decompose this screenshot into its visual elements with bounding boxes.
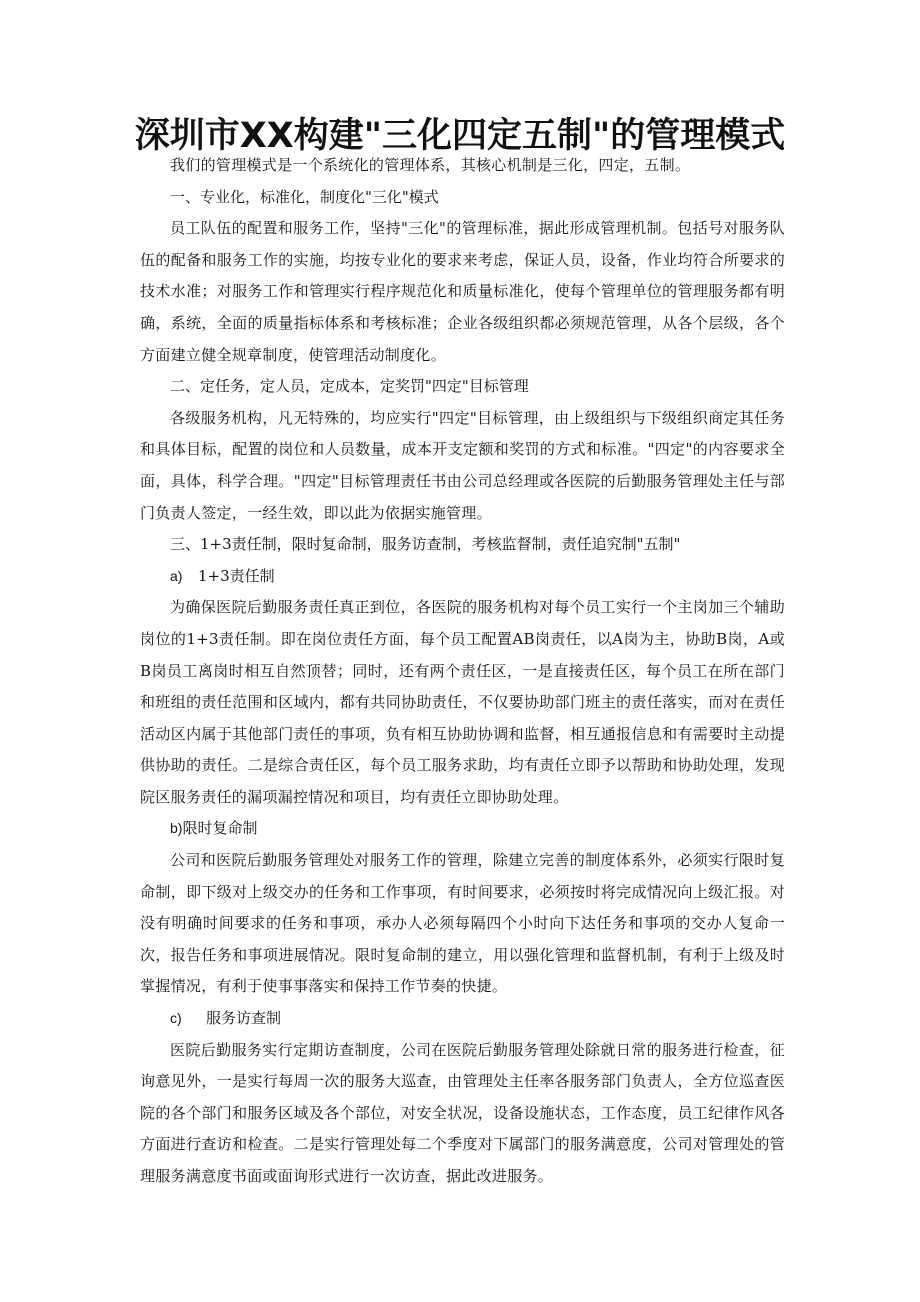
- section-2-paragraph: 各级服务机构，凡无特殊的，均应实行"四定"目标管理，由上级组织与下级组织商定其任务和具体目标，配置的岗位和人员数量，成本开支定额和奖罚的方式和标准。"四定"的内容要求全面，具体，科学合理。"四定"目标管理责任书由公司总经理或各医院的后勤服务管理处主任与部门负责人签定，一经生效，即以此为依据实施管理。: [140, 408, 785, 522]
- subsection-c-heading: [140, 1003, 785, 1035]
- intro-paragraph: 我们的管理模式是一个系统化的管理体系，其核心机制是三化，四定，五制。: [170, 156, 691, 174]
- subsection-a-heading: [140, 561, 785, 593]
- subsection-c-marker: c): [170, 1010, 182, 1027]
- subsection-c-paragraph: 医院后勤服务实行定期访查制度，公司在医院后勤服务管理处除就日常的服务进行检查，征询意见外，一是实行每周一次的服务大巡查，由管理处主任率各服务部门负责人，全方位巡查医院的各个部门和服务区域及各个部位，对安全状况，设备设施状态，工作态度，员工纪律作风各方面进行查访和检查。二是实行管理处每二个季度对下属部门的服务满意度，公司对管理处的管理服务满意度书面或面询形式进行一次访查，据此改进服务。: [140, 1040, 785, 1185]
- section-1-heading: 一、专业化，标准化，制度化"三化"模式: [170, 187, 439, 206]
- subsection-c-label: 服务访查制: [206, 1009, 282, 1028]
- subsection-b-marker: b): [170, 820, 183, 837]
- subsection-b-heading: [140, 813, 785, 845]
- subsection-b-paragraph: 公司和医院后勤服务管理处对服务工作的管理，除建立完善的制度体系外，必须实行限时复命制，即下级对上级交办的任务和工作事项，有时间要求，必须按时将完成情况向上级汇报。对没有明确时间要求的任务和事项，承办人必须每隔四个小时向下达任务和事项的交办人复命一次，报告任务和事项进展情况。限时复命制的建立，用以强化管理和监督机制，有利于上级及时掌握情况，有利于使事事落实和保持工作节奏的快捷。: [140, 851, 785, 996]
- subsection-a-paragraph: 为确保医院后勤服务责任真正到位，各医院的服务机构对每个员工实行一个主岗加三个辅助岗位的1+3责任制。即在岗位责任方面，每个员工配置AB岗责任，以A岗为主，协助B岗，A或B岗员工离岗时相互自然顶替；同时，还有两个责任区，一是直接责任区，每个员工在所在部门和班组的责任范围和区域内，都有共同协助责任，不仅要协助部门班主的责任落实，而对在责任活动区内属于其他部门责任的事项，负有相互协助协调和监督，相互通报信息和有需要时主动提供协助的责任。二是综合责任区，每个员工服务求助，均有责任立即予以帮助和协助处理，发现院区服务责任的漏项漏控情况和项目，均有责任立即协助处理。: [140, 598, 785, 806]
- section-2-heading: 二、定任务，定人员，定成本，定奖罚"四定"目标管理: [170, 377, 529, 396]
- section-3-heading: 三、1+3责任制，限时复命制，服务访查制，考核监督制，责任追究制"五制": [170, 535, 681, 554]
- section-1-paragraph: 员工队伍的配置和服务工作，坚持"三化"的管理标准，据此形成管理机制。包括号对服务队伍的配备和服务工作的实施，均按专业化的要求来考虑，保证人员，设备，作业均符合所要求的技术水准；对服务工作和管理实行程序规范化和质量标准化，使每个管理单位的管理服务都有明确，系统，全面的质量指标体系和考核标准；企业各级组织都必须规范管理，从各个层级，各个方面建立健全规章制度，使管理活动制度化。: [140, 219, 785, 364]
- document-body: [140, 150, 785, 1193]
- subsection-b-label: 限时复命制: [182, 819, 258, 838]
- subsection-a-marker: a): [170, 567, 183, 584]
- subsection-a-label: 1+3责任制: [198, 566, 275, 585]
- document-title: 深圳市XX构建"三化四定五制"的管理模式: [134, 116, 786, 156]
